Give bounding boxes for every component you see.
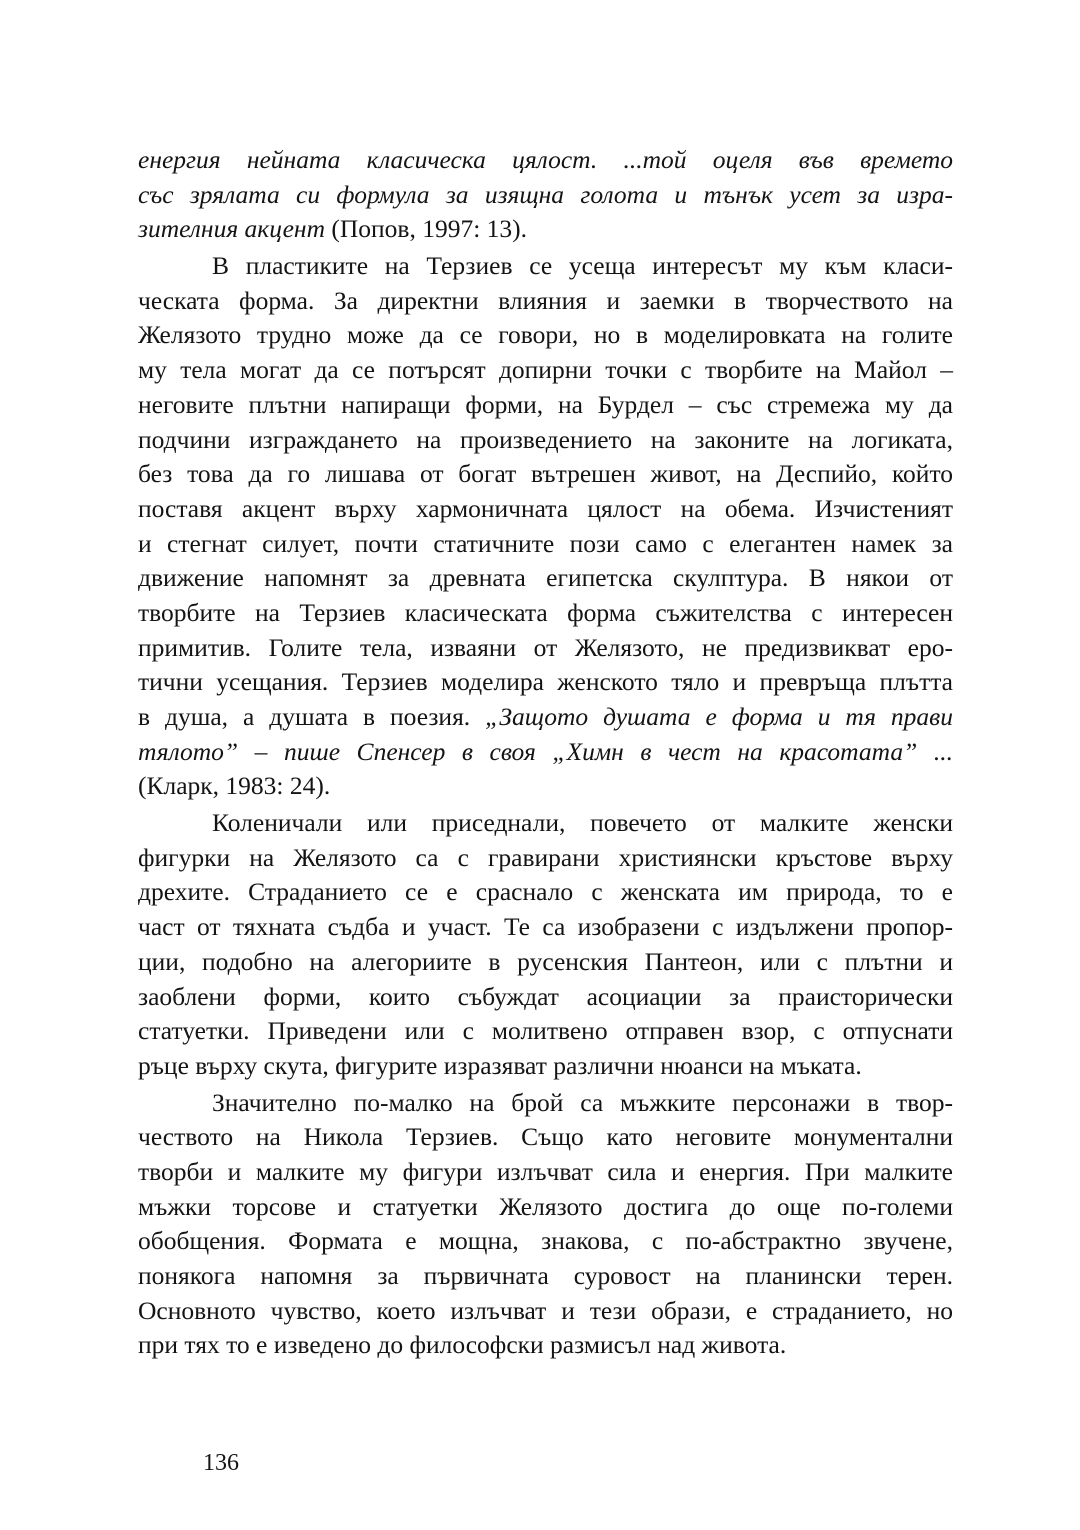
text-line: мъжки торсове и статуетки Желязото достига до още по-големи	[138, 1191, 953, 1221]
text-line: творби и малките му фигури излъчват сила и енергия. При малките	[138, 1156, 953, 1186]
text-line: статуетки. Приведени или с молитвено отправен взор, с отпуснати	[138, 1016, 953, 1046]
citation: (Попов, 1997: 13).	[325, 214, 528, 244]
text-line: ции, подобно на алегориите в русенския Пантеон, или с плътни и	[138, 946, 953, 976]
text-line: понякога напомня за първичната суровост на планински терен.	[138, 1261, 953, 1290]
text-line: със зрялата си формула за изящна голота и тънък усет за изра-	[138, 179, 953, 209]
text-line: и стегнат силует, почти статичните пози само с елегантен намек за	[138, 528, 953, 558]
text-line: Значително по-малко на брой са мъжките персонажи в твор-	[212, 1087, 953, 1117]
text-line: Коленичали или приседнали, повечето от малките женски	[212, 808, 953, 838]
italic-quote: „Защото душата е форма и тя прави	[470, 702, 953, 731]
text-line: без това да го лишава от богат вътрешен живот, на Деспийо, който	[138, 459, 953, 489]
paragraph	[138, 249, 953, 804]
text-line	[138, 700, 953, 735]
text-span: в душа, а душата в поезия.	[138, 702, 471, 731]
text-line: тялото” – пише Спенсер в своя „Химн в чест на красотата” ...	[138, 736, 953, 766]
text-line: енергия нейната класическа цялост. ...той оцеля във времето	[138, 145, 953, 174]
text-line: В пластиките на Терзиев се усеща интересът му към класи-	[212, 251, 953, 281]
text-line: движение напомнят за древната египетска скулптура. В някои от	[138, 563, 953, 593]
text-line: подчини изграждането на произведението на законите на логиката,	[138, 424, 953, 454]
text-line: тични усещания. Терзиев моделира женското тяло и превръща плътта	[138, 667, 953, 697]
text-line: поставя акцент върху хармоничната цялост на обема. Изчистеният	[138, 493, 953, 523]
citation-line: (Кларк, 1983: 24).	[138, 771, 331, 801]
text-line: част от тяхната съдба и участ. Те са изобразени с издължени пропор-	[138, 912, 953, 942]
text-line: чеството на Никола Терзиев. Също като неговите монументални	[138, 1122, 953, 1152]
text-line: ческата форма. За директни влияния и заемки в творчеството на	[138, 285, 953, 315]
text-line: фигурки на Желязото са с гравирани християнски кръстове върху	[138, 842, 953, 872]
text-line: неговите плътни напиращи форми, на Бурдел – със стремежа му да	[138, 389, 953, 419]
text-line: ръце върху скута, фигурите изразяват различни нюанси на мъката.	[138, 1050, 862, 1080]
text-line: Основното чувство, което излъчват и тези образи, е страданието, но	[138, 1295, 953, 1325]
italic-span: зителния акцент	[138, 214, 325, 244]
paragraph	[138, 1086, 953, 1364]
paragraph-quote-continuation	[138, 143, 953, 247]
text-line: заоблени форми, които събуждат асоциации за праисторически	[138, 981, 953, 1011]
text-line: примитив. Голите тела, изваяни от Желязото, не предизвикват еро-	[138, 632, 953, 662]
text-line: обобщения. Формата е мощна, знакова, с по-абстрактно звучене,	[138, 1226, 953, 1256]
text-line	[138, 212, 953, 247]
text-line: дрехите. Страданието се е сраснало с женската им природа, то е	[138, 877, 953, 907]
text-line: Желязото трудно може да се говори, но в моделировката на голите	[138, 320, 953, 350]
body-text	[138, 143, 953, 1363]
paragraph	[138, 806, 953, 1084]
text-line: му тела могат да се потърсят допирни точки с творбите на Майол –	[138, 355, 953, 385]
page-number: 136	[203, 1450, 239, 1476]
text-line: творбите на Терзиев класическата форма съжителства с интересен	[138, 597, 953, 627]
text-line: при тях то е изведено до философски размисъл над живота.	[138, 1330, 787, 1360]
